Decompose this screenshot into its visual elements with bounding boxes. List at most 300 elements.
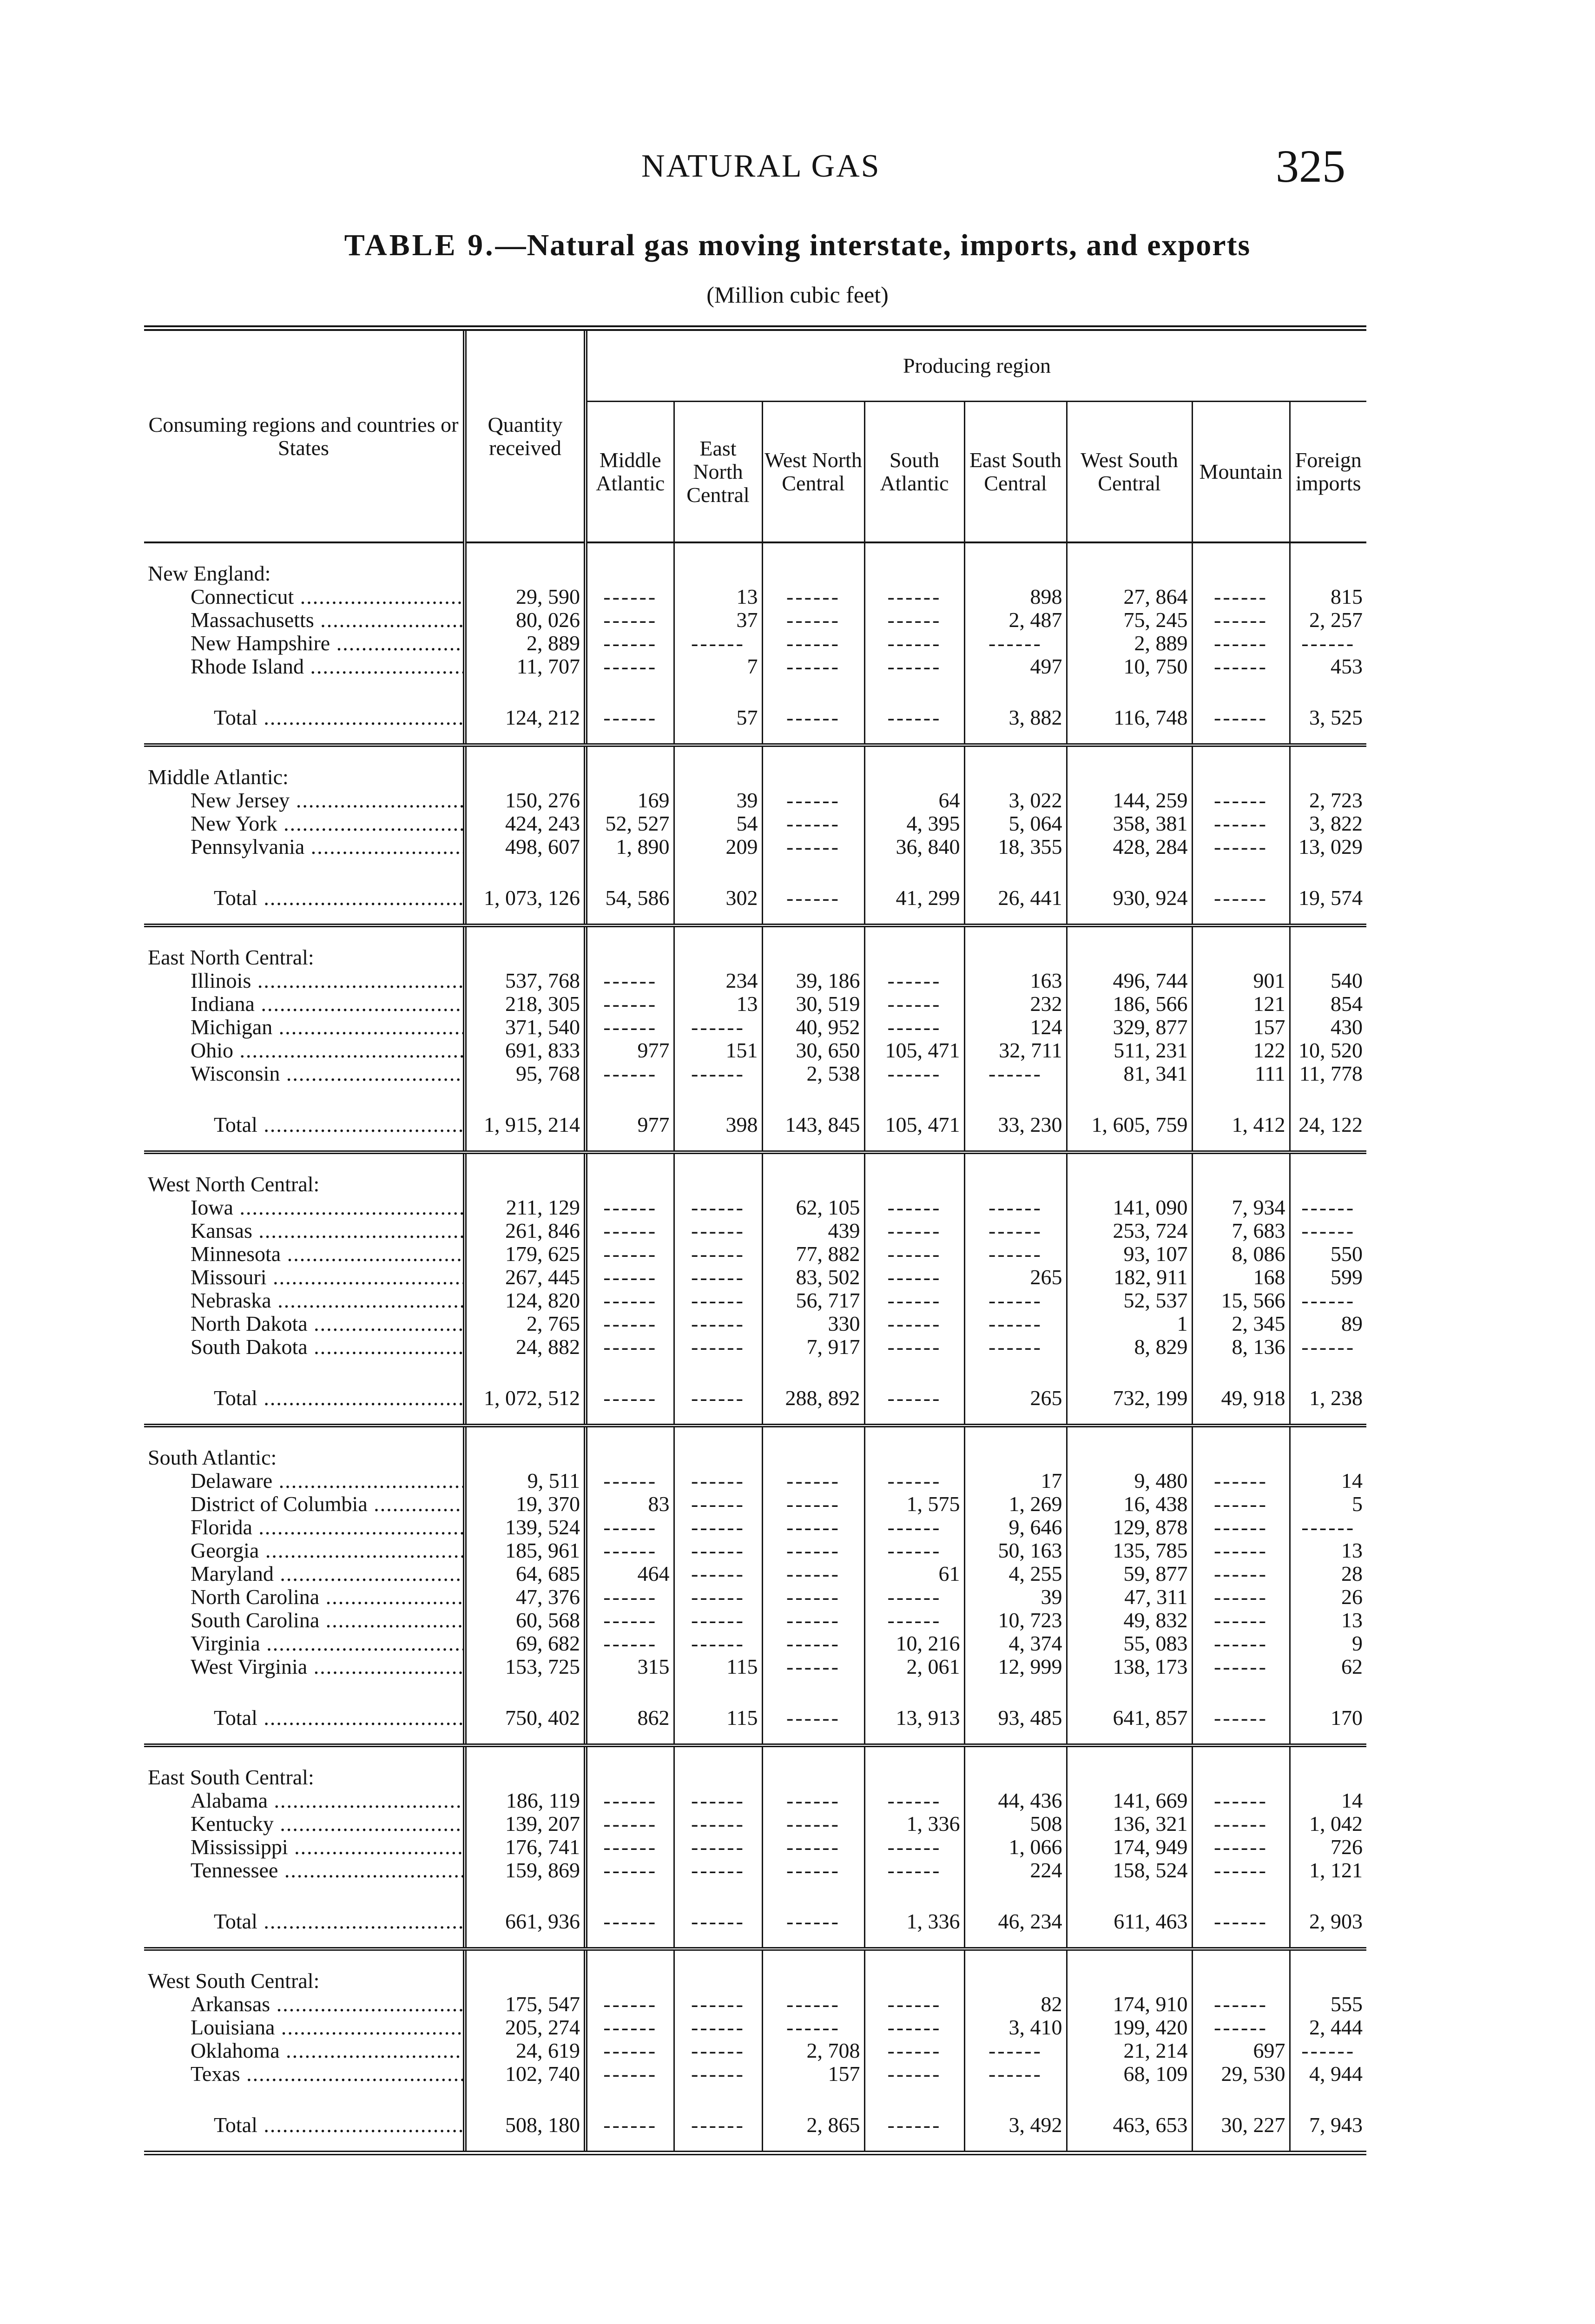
quantity-cell: 153, 725 [465, 1655, 586, 1688]
value-cell: 169 [586, 789, 674, 812]
empty-cell: ------ [586, 1891, 674, 1949]
empty-cell: ------ [586, 1242, 674, 1266]
empty-cell: ------ [864, 1062, 964, 1095]
empty-cell: ------ [964, 1219, 1067, 1242]
value-cell: 59, 877 [1067, 1562, 1192, 1585]
value-cell: 11, 778 [1290, 1062, 1366, 1095]
quantity-cell: 95, 768 [465, 1062, 586, 1095]
state-name: Mississippi ..... [144, 1835, 465, 1859]
value-cell: 232 [964, 992, 1067, 1016]
empty-cell: ------ [864, 2062, 964, 2095]
value-cell: 1, 121 [1290, 1859, 1366, 1891]
producing-region-header: Producing region [586, 328, 1366, 402]
value-cell: 430 [1290, 1016, 1366, 1039]
empty-cell: ------ [762, 1891, 864, 1949]
spacer-cell [465, 925, 586, 969]
spacer-cell [586, 1745, 674, 1789]
spacer-cell [674, 1949, 762, 1993]
spacer-cell [864, 1426, 964, 1469]
spacer-cell [465, 1745, 586, 1789]
total-label: Total ..... [144, 687, 465, 745]
empty-cell: ------ [864, 1242, 964, 1266]
empty-cell: ------ [864, 1585, 964, 1609]
value-cell: 3, 882 [964, 687, 1067, 745]
table-row [144, 585, 1366, 608]
value-cell: 1 [1067, 1312, 1192, 1335]
empty-cell: ------ [674, 1539, 762, 1562]
value-cell: 89 [1290, 1312, 1366, 1335]
table-row [144, 835, 1366, 868]
value-cell: 1, 269 [964, 1492, 1067, 1516]
value-cell: 39, 186 [762, 969, 864, 992]
value-cell: 50, 163 [964, 1539, 1067, 1562]
region-name: Middle Atlantic: [148, 765, 289, 789]
value-cell: 13, 029 [1290, 835, 1366, 868]
table-row [144, 1789, 1366, 1812]
gas-movement-table [144, 325, 1366, 2155]
empty-cell: ------ [864, 1368, 964, 1426]
value-cell: 64 [864, 789, 964, 812]
empty-cell: ------ [674, 1812, 762, 1835]
value-cell: 5 [1290, 1492, 1366, 1516]
empty-cell: ------ [864, 992, 964, 1016]
value-cell: 4, 374 [964, 1632, 1067, 1655]
empty-cell: ------ [864, 1993, 964, 2016]
value-cell: 19, 574 [1290, 868, 1366, 925]
value-cell: 10, 750 [1067, 655, 1192, 687]
spacer-cell [674, 542, 762, 585]
table-row [144, 992, 1366, 1016]
region-row [144, 745, 1366, 789]
empty-cell: ------ [762, 835, 864, 868]
empty-cell: ------ [964, 2039, 1067, 2062]
table-row [144, 1585, 1366, 1609]
empty-cell: ------ [1290, 1219, 1366, 1242]
table-row [144, 1266, 1366, 1289]
total-label: Total ..... [144, 1095, 465, 1152]
table-title-rest: —Natural gas moving interstate, imports, and exports [495, 228, 1251, 262]
empty-cell: ------ [762, 1632, 864, 1655]
empty-cell: ------ [762, 632, 864, 655]
value-cell: 3, 410 [964, 2016, 1067, 2039]
table-row [144, 1835, 1366, 1859]
quantity-cell: 1, 073, 126 [465, 868, 586, 925]
empty-cell: ------ [674, 1312, 762, 1335]
spacer-cell [586, 1426, 674, 1469]
empty-cell: ------ [586, 1859, 674, 1891]
value-cell: 41, 299 [864, 868, 964, 925]
value-cell: 265 [964, 1368, 1067, 1426]
empty-cell: ------ [762, 1492, 864, 1516]
empty-cell: ------ [864, 2016, 964, 2039]
region-name: East South Central: [148, 1765, 314, 1789]
value-cell: 26, 441 [964, 868, 1067, 925]
table-row [144, 789, 1366, 812]
empty-cell: ------ [964, 1289, 1067, 1312]
state-name: Missouri ..... [144, 1266, 465, 1289]
state-name: New Jersey ..... [144, 789, 465, 812]
spacer-cell [1290, 745, 1366, 789]
value-cell: 52, 537 [1067, 1289, 1192, 1312]
empty-cell: ------ [1192, 1688, 1290, 1745]
value-cell: 253, 724 [1067, 1219, 1192, 1242]
spacer-cell [864, 1745, 964, 1789]
empty-cell: ------ [762, 1609, 864, 1632]
region-row [144, 1745, 1366, 1789]
spacer-cell [964, 542, 1067, 585]
empty-cell: ------ [864, 2039, 964, 2062]
empty-cell: ------ [762, 1655, 864, 1688]
value-cell: 288, 892 [762, 1368, 864, 1426]
table-row [144, 1539, 1366, 1562]
empty-cell: ------ [674, 1632, 762, 1655]
empty-cell: ------ [1192, 1516, 1290, 1539]
spacer-cell [762, 925, 864, 969]
empty-cell: ------ [1192, 1492, 1290, 1516]
quantity-cell: 150, 276 [465, 789, 586, 812]
value-cell: 511, 231 [1067, 1039, 1192, 1062]
value-cell: 47, 311 [1067, 1585, 1192, 1609]
value-cell: 7, 683 [1192, 1219, 1290, 1242]
value-cell: 16, 438 [1067, 1492, 1192, 1516]
value-cell: 330 [762, 1312, 864, 1335]
empty-cell: ------ [864, 585, 964, 608]
spacer-cell [1067, 1745, 1192, 1789]
value-cell: 62, 105 [762, 1196, 864, 1219]
quantity-cell: 64, 685 [465, 1562, 586, 1585]
column-header: West North Central [762, 402, 864, 543]
empty-cell: ------ [674, 1585, 762, 1609]
quantity-cell: 69, 682 [465, 1632, 586, 1655]
quantity-cell: 19, 370 [465, 1492, 586, 1516]
total-row [144, 1095, 1366, 1152]
value-cell: 121 [1192, 992, 1290, 1016]
table-row [144, 1039, 1366, 1062]
value-cell: 49, 832 [1067, 1609, 1192, 1632]
value-cell: 122 [1192, 1039, 1290, 1062]
value-cell: 170 [1290, 1688, 1366, 1745]
value-cell: 7, 917 [762, 1335, 864, 1368]
state-name: Illinois ..... [144, 969, 465, 992]
value-cell: 3, 022 [964, 789, 1067, 812]
quantity-cell: 9, 511 [465, 1469, 586, 1492]
total-label: Total ..... [144, 1891, 465, 1949]
value-cell: 1, 066 [964, 1835, 1067, 1859]
value-cell: 209 [674, 835, 762, 868]
empty-cell: ------ [674, 1609, 762, 1632]
empty-cell: ------ [762, 789, 864, 812]
state-name: Arkansas ..... [144, 1993, 465, 2016]
empty-cell: ------ [1192, 1632, 1290, 1655]
empty-cell: ------ [864, 1219, 964, 1242]
spacer-cell [1067, 1152, 1192, 1196]
empty-cell: ------ [964, 1062, 1067, 1095]
table-row [144, 608, 1366, 632]
value-cell: 1, 238 [1290, 1368, 1366, 1426]
spacer-cell [1290, 1745, 1366, 1789]
value-cell: 8, 136 [1192, 1335, 1290, 1368]
state-name: West Virginia ..... [144, 1655, 465, 1688]
empty-cell: ------ [586, 1835, 674, 1859]
empty-cell: ------ [586, 2095, 674, 2153]
table-units: (Million cubic feet) [706, 282, 889, 308]
value-cell: 174, 910 [1067, 1993, 1192, 2016]
table-row [144, 1196, 1366, 1219]
value-cell: 428, 284 [1067, 835, 1192, 868]
value-cell: 224 [964, 1859, 1067, 1891]
value-cell: 1, 336 [864, 1891, 964, 1949]
quantity-cell: 24, 619 [465, 2039, 586, 2062]
empty-cell: ------ [762, 1789, 864, 1812]
table-row [144, 1289, 1366, 1312]
spacer-cell [586, 745, 674, 789]
region-name: East North Central: [148, 945, 314, 969]
value-cell: 168 [1192, 1266, 1290, 1289]
value-cell: 641, 857 [1067, 1688, 1192, 1745]
quantity-cell: 24, 882 [465, 1335, 586, 1368]
value-cell: 1, 412 [1192, 1095, 1290, 1152]
empty-cell: ------ [762, 1469, 864, 1492]
value-cell: 14 [1290, 1789, 1366, 1812]
value-cell: 46, 234 [964, 1891, 1067, 1949]
value-cell: 463, 653 [1067, 2095, 1192, 2153]
value-cell: 111 [1192, 1062, 1290, 1095]
empty-cell: ------ [674, 1993, 762, 2016]
spacer-cell [1067, 925, 1192, 969]
empty-cell: ------ [586, 1516, 674, 1539]
spacer-cell [762, 745, 864, 789]
value-cell: 83 [586, 1492, 674, 1516]
value-cell: 182, 911 [1067, 1266, 1192, 1289]
empty-cell: ------ [1290, 1335, 1366, 1368]
value-cell: 13 [674, 585, 762, 608]
empty-cell: ------ [762, 868, 864, 925]
empty-cell: ------ [864, 1289, 964, 1312]
spacer-cell [1192, 1949, 1290, 1993]
spacer-cell [1192, 745, 1290, 789]
state-name: Texas ..... [144, 2062, 465, 2095]
empty-cell: ------ [762, 2016, 864, 2039]
value-cell: 358, 381 [1067, 812, 1192, 835]
empty-cell: ------ [762, 608, 864, 632]
value-cell: 10, 520 [1290, 1039, 1366, 1062]
empty-cell: ------ [586, 2039, 674, 2062]
state-name: Rhode Island ..... [144, 655, 465, 687]
quantity-cell: 80, 026 [465, 608, 586, 632]
empty-cell: ------ [586, 1812, 674, 1835]
spacer-cell [864, 745, 964, 789]
quantity-cell: 179, 625 [465, 1242, 586, 1266]
empty-cell: ------ [864, 1266, 964, 1289]
state-name: Connecticut ..... [144, 585, 465, 608]
empty-cell: ------ [586, 632, 674, 655]
empty-cell: ------ [964, 1196, 1067, 1219]
value-cell: 9, 480 [1067, 1469, 1192, 1492]
total-label: Total ..... [144, 868, 465, 925]
table-row [144, 1469, 1366, 1492]
value-cell: 898 [964, 585, 1067, 608]
stub-header: Consuming regions and countries or States [144, 328, 465, 542]
spacer-cell [864, 1152, 964, 1196]
state-name: Louisiana ..... [144, 2016, 465, 2039]
table-row [144, 1632, 1366, 1655]
spacer-cell [1290, 1426, 1366, 1469]
value-cell: 30, 519 [762, 992, 864, 1016]
value-cell: 2, 257 [1290, 608, 1366, 632]
value-cell: 497 [964, 655, 1067, 687]
empty-cell: ------ [674, 1016, 762, 1039]
value-cell: 1, 605, 759 [1067, 1095, 1192, 1152]
spacer-cell [964, 1949, 1067, 1993]
value-cell: 2, 345 [1192, 1312, 1290, 1335]
value-cell: 115 [674, 1655, 762, 1688]
value-cell: 862 [586, 1688, 674, 1745]
value-cell: 39 [964, 1585, 1067, 1609]
value-cell: 2, 903 [1290, 1891, 1366, 1949]
value-cell: 143, 845 [762, 1095, 864, 1152]
value-cell: 26 [1290, 1585, 1366, 1609]
spacer-cell [674, 925, 762, 969]
empty-cell: ------ [1192, 1562, 1290, 1585]
empty-cell: ------ [674, 2016, 762, 2039]
quantity-cell: 47, 376 [465, 1585, 586, 1609]
state-name: Delaware ..... [144, 1469, 465, 1492]
table-body [144, 542, 1366, 2153]
quantity-cell: 185, 961 [465, 1539, 586, 1562]
column-header: East South Central [964, 402, 1067, 543]
empty-cell: ------ [586, 1016, 674, 1039]
empty-cell: ------ [586, 1993, 674, 2016]
value-cell: 14 [1290, 1469, 1366, 1492]
quantity-cell: 267, 445 [465, 1266, 586, 1289]
empty-cell: ------ [864, 687, 964, 745]
empty-cell: ------ [762, 1562, 864, 1585]
value-cell: 508 [964, 1812, 1067, 1835]
value-cell: 3, 525 [1290, 687, 1366, 745]
empty-cell: ------ [1290, 632, 1366, 655]
value-cell: 56, 717 [762, 1289, 864, 1312]
value-cell: 54 [674, 812, 762, 835]
value-cell: 2, 487 [964, 608, 1067, 632]
empty-cell: ------ [674, 1835, 762, 1859]
quantity-cell: 691, 833 [465, 1039, 586, 1062]
region-name: West South Central: [148, 1969, 320, 1993]
empty-cell: ------ [762, 655, 864, 687]
value-cell: 7, 934 [1192, 1196, 1290, 1219]
table-row [144, 1312, 1366, 1335]
empty-cell: ------ [762, 1859, 864, 1891]
empty-cell: ------ [674, 1335, 762, 1368]
region-name: New England: [148, 561, 271, 585]
value-cell: 234 [674, 969, 762, 992]
state-name: Tennessee ..... [144, 1859, 465, 1891]
empty-cell: ------ [1192, 1993, 1290, 2016]
empty-cell: ------ [674, 2095, 762, 2153]
spacer-cell [1192, 1426, 1290, 1469]
empty-cell: ------ [674, 1289, 762, 1312]
state-name: South Carolina ..... [144, 1609, 465, 1632]
spacer-cell [1192, 542, 1290, 585]
spacer-cell [864, 925, 964, 969]
empty-cell: ------ [586, 1062, 674, 1095]
value-cell: 157 [762, 2062, 864, 2095]
empty-cell: ------ [762, 1835, 864, 1859]
value-cell: 2, 708 [762, 2039, 864, 2062]
empty-cell: ------ [1290, 1196, 1366, 1219]
quantity-cell: 11, 707 [465, 655, 586, 687]
spacer-cell [762, 1152, 864, 1196]
table-row [144, 1016, 1366, 1039]
table-title [0, 228, 1595, 263]
value-cell: 27, 864 [1067, 585, 1192, 608]
table-row [144, 2039, 1366, 2062]
value-cell: 105, 471 [864, 1039, 964, 1062]
value-cell: 599 [1290, 1266, 1366, 1289]
state-name: Kentucky ..... [144, 1812, 465, 1835]
spacer-cell [964, 1745, 1067, 1789]
value-cell: 2, 061 [864, 1655, 964, 1688]
region-name: South Atlantic: [148, 1446, 277, 1469]
value-cell: 13 [1290, 1609, 1366, 1632]
value-cell: 105, 471 [864, 1095, 964, 1152]
empty-cell: ------ [864, 655, 964, 687]
value-cell: 302 [674, 868, 762, 925]
quantity-cell: 508, 180 [465, 2095, 586, 2153]
value-cell: 199, 420 [1067, 2016, 1192, 2039]
quantity-cell: 2, 765 [465, 1312, 586, 1335]
quantity-header: Quantity received [465, 328, 586, 542]
value-cell: 32, 711 [964, 1039, 1067, 1062]
quantity-cell: 139, 524 [465, 1516, 586, 1539]
empty-cell: ------ [1192, 1891, 1290, 1949]
empty-cell: ------ [964, 632, 1067, 655]
empty-cell: ------ [864, 1335, 964, 1368]
empty-cell: ------ [1192, 1835, 1290, 1859]
quantity-cell: 102, 740 [465, 2062, 586, 2095]
value-cell: 4, 395 [864, 812, 964, 835]
empty-cell: ------ [864, 1859, 964, 1891]
empty-cell: ------ [674, 1859, 762, 1891]
empty-cell: ------ [586, 1609, 674, 1632]
quantity-cell: 186, 119 [465, 1789, 586, 1812]
table-row [144, 1516, 1366, 1539]
value-cell: 7 [674, 655, 762, 687]
spacer-cell [674, 1152, 762, 1196]
table-row [144, 1242, 1366, 1266]
state-name: South Dakota ..... [144, 1335, 465, 1368]
empty-cell: ------ [864, 1835, 964, 1859]
value-cell: 151 [674, 1039, 762, 1062]
table-row [144, 969, 1366, 992]
table-title-lead: TABLE 9. [344, 228, 495, 262]
total-row [144, 1688, 1366, 1745]
region-name: West North Central: [148, 1172, 320, 1196]
state-name: Alabama ..... [144, 1789, 465, 1812]
empty-cell: ------ [674, 2039, 762, 2062]
quantity-cell: 218, 305 [465, 992, 586, 1016]
quantity-cell: 175, 547 [465, 1993, 586, 2016]
empty-cell: ------ [586, 969, 674, 992]
empty-cell: ------ [864, 1789, 964, 1812]
empty-cell: ------ [674, 1562, 762, 1585]
state-name: Wisconsin ..... [144, 1062, 465, 1095]
empty-cell: ------ [1192, 1859, 1290, 1891]
quantity-cell: 29, 590 [465, 585, 586, 608]
value-cell: 93, 107 [1067, 1242, 1192, 1266]
region-row [144, 1152, 1366, 1196]
empty-cell: ------ [762, 1585, 864, 1609]
empty-cell: ------ [1192, 655, 1290, 687]
